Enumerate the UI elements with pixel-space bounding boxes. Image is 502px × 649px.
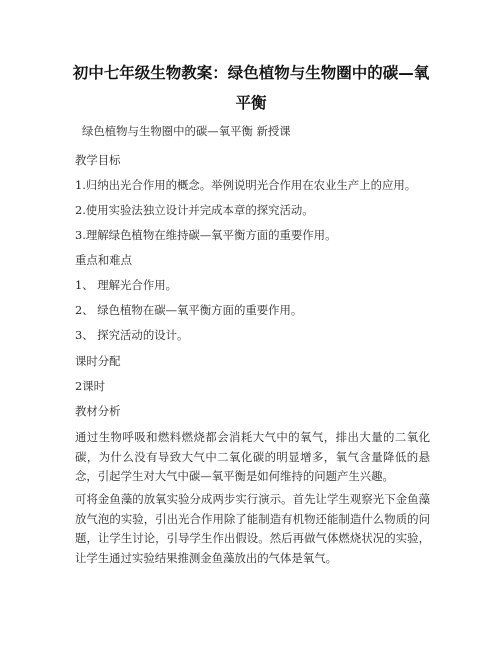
key-point-item-3: 3、 探究活动的设计。 xyxy=(75,328,189,342)
subtitle: 绿色植物与生物圈中的碳—氧平衡 新授课 xyxy=(82,124,291,138)
key-points-heading: 重点和难点 xyxy=(75,253,132,267)
objective-item-3: 3.理解绿色植物在维持碳—氧平衡方面的重要作用。 xyxy=(75,228,337,242)
objective-item-2: 2.使用实验法独立设计并完成本章的探究活动。 xyxy=(75,203,314,217)
analysis-paragraph-2: 可将金鱼藻的放氧实验分成两步实行演示。首先让学生观察光下金鱼藻放气泡的实验，引出光合作用除了能制造有机物还能制造什么物质的问题，让学生讨论，引导学生作出假设。然后再做气体燃烧状况的实验，让学生通过实验结果推测金鱼藻放出的气体是氧气。 xyxy=(75,492,430,565)
hours-value: 2课时 xyxy=(75,379,106,393)
key-point-item-1: 1、 理解光合作用。 xyxy=(75,278,177,292)
document-title-line-1: 初中七年级生物教案：绿色植物与生物圈中的碳—氧 xyxy=(72,64,430,82)
analysis-heading: 教材分析 xyxy=(75,404,121,418)
document-title-line-2: 平衡 xyxy=(235,94,267,112)
objectives-heading: 教学目标 xyxy=(75,153,121,167)
objective-item-1: 1.归纳出光合作用的概念。举例说明光合作用在农业生产上的应用。 xyxy=(75,178,417,192)
analysis-paragraph-1: 通过生物呼吸和燃料燃烧都会消耗大气中的氧气，排出大量的二氧化碳，为什么没有导致大气中二氧化碳的明显增多，氧气含量降低的悬念，引起学生对大气中碳—氧平衡是如何维持的问题产生兴趣。 xyxy=(75,430,430,483)
hours-heading: 课时分配 xyxy=(75,354,121,368)
key-point-item-2: 2、 绿色植物在碳—氧平衡方面的重要作用。 xyxy=(75,303,303,317)
